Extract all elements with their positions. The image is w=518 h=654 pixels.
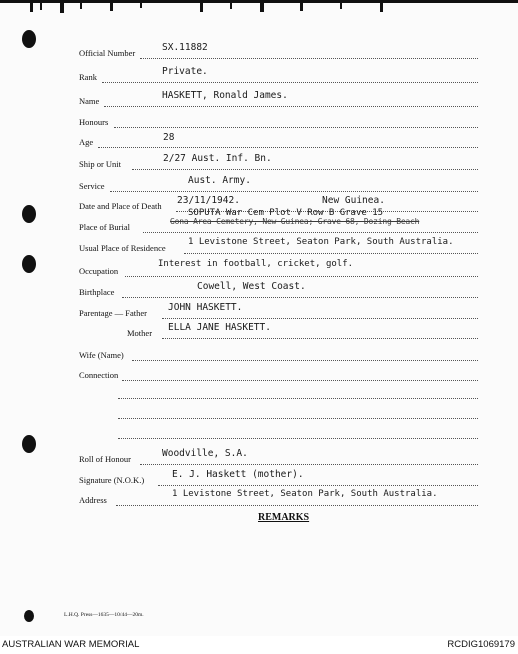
- label-roll-of-honour: Roll of Honour: [79, 454, 131, 464]
- footer-source: AUSTRALIAN WAR MEMORIAL: [2, 639, 140, 650]
- rule-place-of-burial: [143, 232, 478, 233]
- rule-official-number: [140, 58, 478, 59]
- footer-record-id: RCDIG1069179: [447, 639, 515, 650]
- value-name: HASKETT, Ronald James.: [162, 90, 288, 101]
- printer-imprint: L.H.Q. Press—1635—10/44—20m.: [64, 612, 144, 618]
- punch-hole-3: [22, 255, 36, 273]
- rule-birthplace: [122, 297, 478, 298]
- value-ship-or-unit: 2/27 Aust. Inf. Bn.: [163, 153, 272, 164]
- scan-edge-noise: [0, 0, 518, 14]
- value-address: 1 Levistone Street, Seaton Park, South Australia.: [172, 489, 438, 499]
- label-place-of-burial: Place of Burial: [79, 222, 130, 232]
- label-parentage-father: Parentage — Father: [79, 308, 147, 318]
- value-usual-place-of-residence: 1 Levistone Street, Seaton Park, South Australia.: [188, 237, 454, 247]
- rule-name: [104, 106, 478, 107]
- label-wife: Wife (Name): [79, 350, 124, 360]
- value-occupation: Interest in football, cricket, golf.: [158, 259, 354, 269]
- rule-mother: [162, 338, 478, 339]
- rule-connection-4: [118, 438, 478, 439]
- punch-hole-4: [22, 435, 36, 453]
- label-occupation: Occupation: [79, 266, 119, 276]
- value-roll-of-honour: Woodville, S.A.: [162, 448, 248, 459]
- punch-hole-1: [22, 30, 36, 48]
- value-signature: E. J. Haskett (mother).: [172, 469, 304, 480]
- label-date-place-death: Date and Place of Death: [79, 201, 162, 211]
- value-birthplace: Cowell, West Coast.: [197, 281, 306, 292]
- label-ship-or-unit: Ship or Unit: [79, 159, 122, 169]
- value-official-number: SX.11882: [162, 42, 208, 53]
- label-name: Name: [79, 96, 100, 106]
- label-official-number: Official Number: [79, 48, 136, 58]
- label-honours: Honours: [79, 117, 109, 127]
- label-rank: Rank: [79, 72, 97, 82]
- rule-rank: [102, 82, 478, 83]
- rule-wife: [132, 360, 478, 361]
- rule-service: [110, 191, 478, 192]
- archive-footer: [0, 636, 518, 654]
- value-mother: ELLA JANE HASKETT.: [168, 322, 271, 333]
- label-signature: Signature (N.O.K.): [79, 475, 145, 485]
- punch-hole-5: [24, 610, 34, 622]
- rule-usual-place-of-residence: [184, 253, 478, 254]
- punch-hole-2: [22, 205, 36, 223]
- rule-honours: [114, 127, 478, 128]
- label-address: Address: [79, 495, 107, 505]
- rule-connection-3: [118, 418, 478, 419]
- rule-age: [98, 147, 478, 148]
- rule-roll-of-honour: [140, 464, 478, 465]
- rule-ship-or-unit: [132, 169, 478, 170]
- value-place-of-death: New Guinea.: [322, 195, 385, 206]
- label-age: Age: [79, 137, 94, 147]
- label-usual-place-of-residence: Usual Place of Residence: [79, 243, 166, 253]
- rule-address: [116, 505, 478, 506]
- rule-signature: [158, 485, 478, 486]
- value-father: JOHN HASKETT.: [168, 302, 243, 313]
- remarks-heading: REMARKS: [258, 512, 310, 523]
- value-rank: Private.: [162, 66, 208, 77]
- value-service: Aust. Army.: [188, 175, 251, 186]
- rule-occupation: [125, 276, 478, 277]
- value-age: 28: [163, 132, 175, 143]
- value-date-of-death: 23/11/1942.: [177, 195, 240, 206]
- label-connection: Connection: [79, 370, 119, 380]
- label-birthplace: Birthplace: [79, 287, 115, 297]
- rule-connection-2: [118, 398, 478, 399]
- value-place-of-burial-amended: SOPUTA War Cem Plot V Row B Grave 15: [188, 208, 384, 218]
- label-mother: Mother: [127, 328, 153, 338]
- rule-parentage-father: [162, 318, 478, 319]
- rule-connection-1: [122, 380, 478, 381]
- value-place-of-burial-struck: Gona Area Cemetery, New Guinea; Grave 68, Dozing Beach: [170, 217, 420, 226]
- label-service: Service: [79, 181, 105, 191]
